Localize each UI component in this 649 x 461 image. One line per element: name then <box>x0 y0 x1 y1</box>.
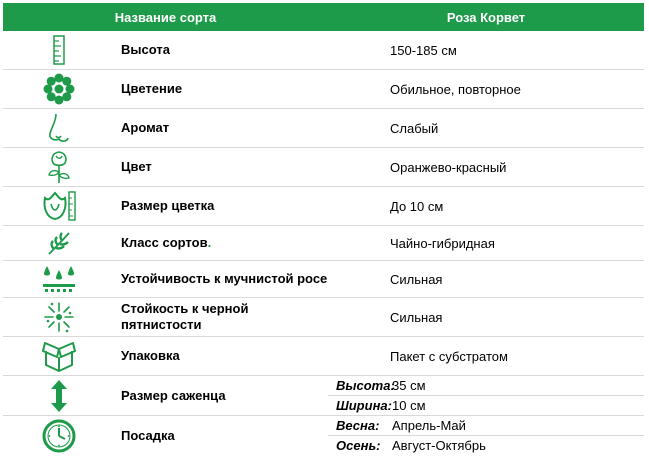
row-label: Высота <box>115 31 328 70</box>
table-row <box>3 31 644 70</box>
planting-autumn-label: Осень: <box>336 438 381 453</box>
seedling-width-value: 10 см <box>386 396 644 416</box>
row-label: Стойкость к черной пятнистости <box>115 298 328 337</box>
table-row-planting <box>3 416 644 436</box>
row-value: Сильная <box>328 298 644 337</box>
row-label: Аромат <box>115 109 328 148</box>
row-value: Обильное, повторное <box>328 70 644 109</box>
row-label: Цветение <box>115 70 328 109</box>
seedling-height-label: Высота: <box>328 376 386 396</box>
rose-icon <box>3 148 115 187</box>
rosebud-size-icon <box>3 187 115 226</box>
row-value: Чайно-гибридная <box>328 226 644 261</box>
row-value: 150-185 см <box>328 31 644 70</box>
table-header <box>3 3 644 31</box>
planting-spring-label: Весна: <box>328 416 386 436</box>
seedling-width-label: Ширина: <box>328 396 386 416</box>
row-value: Сильная <box>328 261 644 298</box>
row-label: Устойчивость к мучнистой росе <box>115 261 328 298</box>
row-value: До 10 см <box>328 187 644 226</box>
row-label: Упаковка <box>115 337 328 376</box>
arrow-updown-icon <box>3 376 115 416</box>
row-value: Пакет с субстратом <box>328 337 644 376</box>
nose-icon <box>3 109 115 148</box>
table-row <box>3 337 644 376</box>
table-row <box>3 226 644 261</box>
table-row <box>3 187 644 226</box>
table-row <box>3 261 644 298</box>
flower-icon <box>3 70 115 109</box>
mildew-drops-icon <box>3 261 115 298</box>
table-row <box>3 109 644 148</box>
row-label: Цвет <box>115 148 328 187</box>
table-row <box>3 298 644 337</box>
table-row <box>3 148 644 187</box>
ruler-icon <box>3 31 115 70</box>
clock-icon <box>3 416 115 456</box>
row-label: Посадка <box>121 428 175 443</box>
planting-spring-value: Апрель-Май <box>386 416 644 436</box>
table-row-seedling <box>3 376 644 396</box>
branch-icon <box>3 226 115 261</box>
row-label <box>115 226 328 261</box>
header-rose-name: Роза Корвет <box>328 3 644 31</box>
planting-autumn-value: Август-Октябрь <box>392 438 486 453</box>
row-label: Размер цветка <box>115 187 328 226</box>
row-value: Оранжево-красный <box>328 148 644 187</box>
row-value: Слабый <box>328 109 644 148</box>
table-row <box>3 70 644 109</box>
seedling-height-value: 35 см <box>386 376 644 396</box>
header-variety-name: Название сорта <box>3 3 328 31</box>
rose-spec-table <box>3 3 644 455</box>
row-label: Размер саженца <box>115 376 328 416</box>
rose-info-card <box>3 3 644 455</box>
box-icon <box>3 337 115 376</box>
row-label-text: Класс сортов <box>121 235 208 250</box>
decor-dot: . <box>207 235 212 250</box>
spots-icon <box>3 298 115 337</box>
